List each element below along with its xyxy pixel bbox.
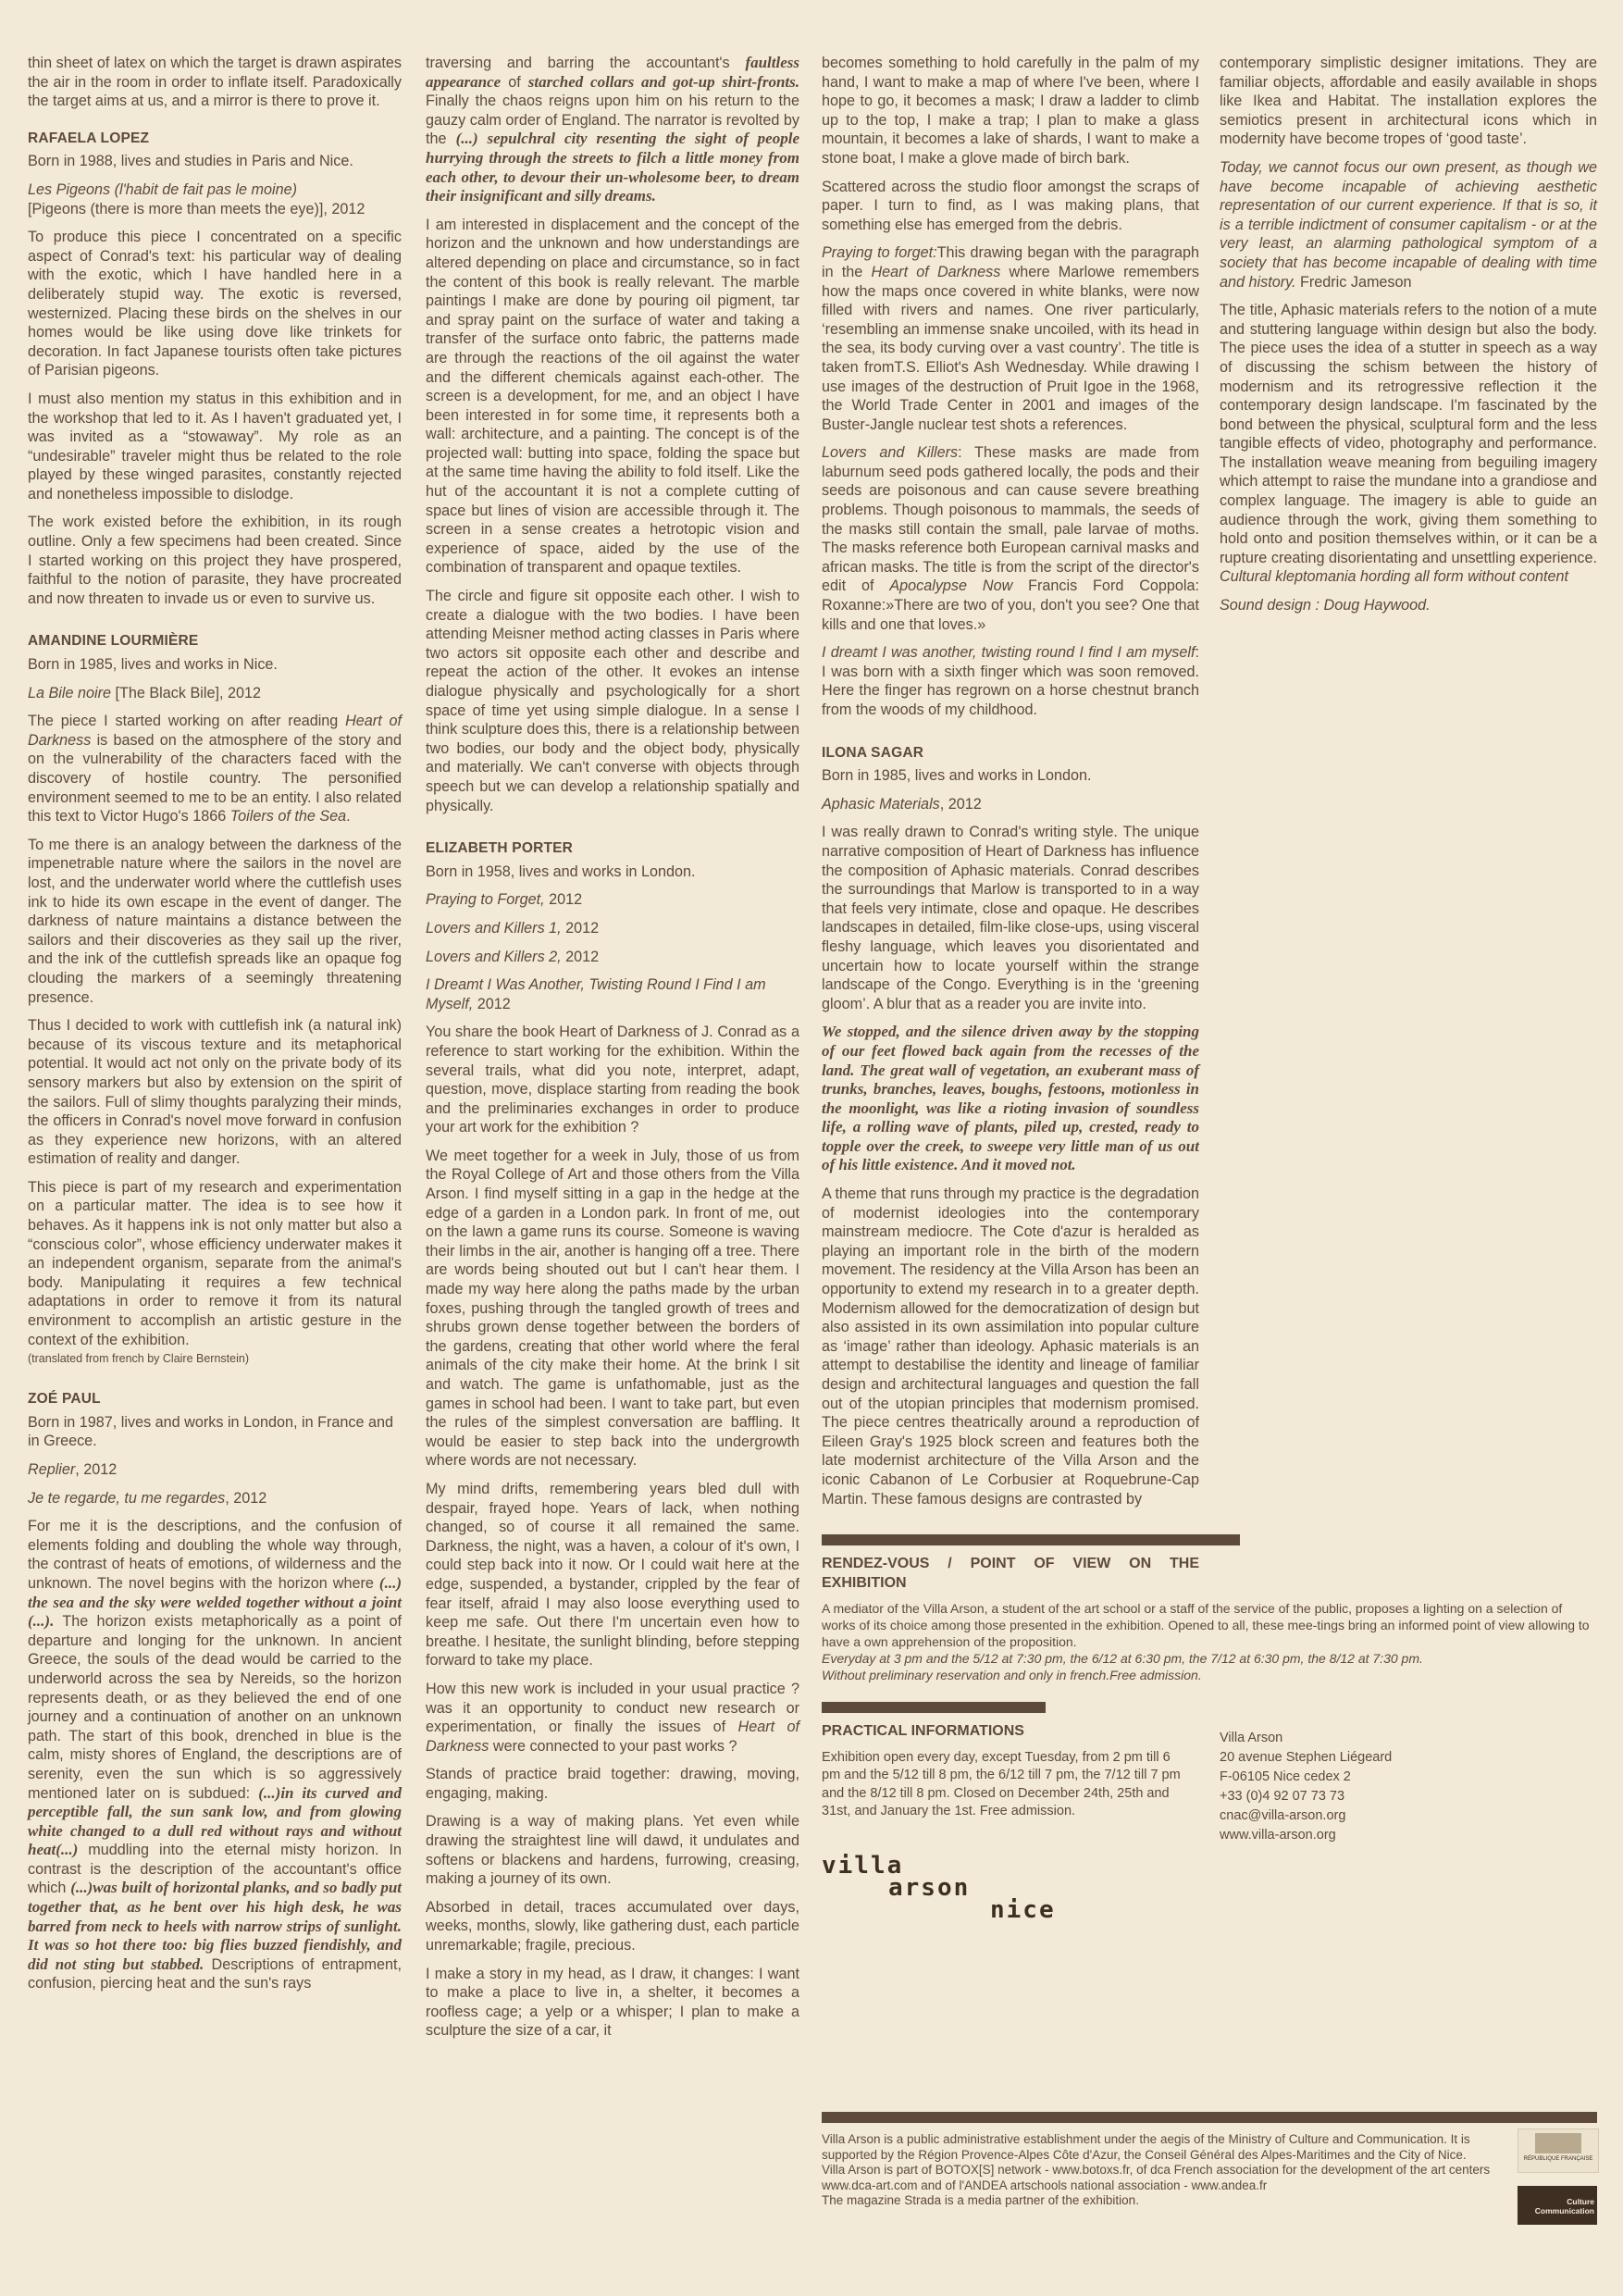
body-paragraph: I am interested in displacement and the concept of the horizon and the unknown and how understandings are altered depending on place and circumstance, so in fact the content of this book is really relevant. The marble paintings I make are done by pouring oil pigment, tar and spray paint on the surface of water and taking a transfer of the surface onto fabric, the patterns made are through the reactions of the oil against the water and the different chemicals against each-other. The screen is a development, for me, and an object I have been interested in for some time, it represents both a wall: architecture, and a painting. The concept is of the projected wall: butting into space, folding the space but at the same time having the ability to fold itself. Like the hut of the accountant it is not a complete cutting of space but lines of vision are accessible through it. The screen in a sense creates a hetrotopic vision and experience of space, aided by the use of the combination of transparent and opaque textiles. (426, 216, 799, 577)
footer-text: Villa Arson is part of BOTOX[S] network - www.botoxs.fr, of dca French association for the development of the art centers www.dca-art.com and of l'ANDEA artschools national association - www.andea.fr (822, 2163, 1491, 2192)
email-link[interactable]: cnac@villa-arson.org (1220, 1807, 1346, 1823)
body-paragraph: My mind drifts, remembering years bled dull with despair, frayed hope. Years of lack, when nothing changed, so of course it all remained the same. Darkness, the night, was a haven, a colour of it's own, I could step back into it now. Or I could wait here at the edge, suspended, a bystander, crippled by the fear of fear itself, afraid I may also loose everything used to keep me safe. Out there I'm uncertain even how to breathe. I hesitate, the sunlight blinding, before stepping forward to take my place. (426, 1480, 799, 1669)
body-paragraph: Praying to forget:This drawing began with the paragraph in the Heart of Darkness where Marlowe remembers how the maps once covered in white blanks, were now filled with rivers and names. One river particularly, ‘resembling an immense snake uncoiled, with its head in the sea, its body curving over a vast country’. The title is taken fromT.S. Elliot's Ash Wednesday. While drawing I use images of the destruction of Pruit Igoe in the 1968, the World Trade Center in 2001 and images of the Buster-Jangle nuclear test shots a references. (822, 244, 1200, 433)
body-paragraph: I make a story in my head, as I draw, it changes: I want to make a place to live in, a shelter, it becomes a roofless cage; a yelp or a whisper; I plan to make a sculpture the size of a car, it (426, 1965, 799, 2040)
body-paragraph: The work existed before the exhibition, in its rough outline. Only a few specimens had been created. Since I started working on this project they have prospered, faithful to the notion of parasite, they have procreated and now threaten to invade us or even to survive us. (28, 514, 402, 607)
artist-name: ILONA SAGAR (822, 744, 924, 761)
artwork-title: Les Pigeons (l'habit de fait pas le moine) [Pigeons (there is more than meets the eye)], 2012 (28, 180, 365, 217)
body-paragraph: To produce this piece I concentrated on a specific aspect of Conrad's text: his particular way of dealing with the exotic, which I have handled here in a deliberately stupid way. The exotic is reversed, westernized. Placing these birds on the shelves in our homes would be like using dove like trinkets for decoration. In fact Japanese tourists often take pictures of Parisian pigeons. (28, 229, 402, 379)
address-line: 20 avenue Stephen Liégeard (1220, 1749, 1393, 1765)
rdv-block (822, 1600, 1599, 1683)
artist-bio: Born in 1958, lives and works in London. (426, 863, 696, 880)
body-paragraph: We meet together for a week in July, those of us from the Royal College of Art and those others from the Villa Arson. I find myself sitting in a gap in the hedge at the edge of a garden in a London park. In front of me, out on the lawn a game runs its course. Someone is waving their limbs in the air, another is hanging off a tree. There are words being shouted out but I can't hear them. I made my way here along the paths made by the urban foxes, pushing through the tangled growth of trees and shrubs grown dense together between the borders of the gardens, creating that other world where the feral animals of the city make their home. At the brink I sit and watch. The game is unfathomable, just as the games in school had been. I want to take part, but even the rules of the simplest conversation are baffling. It would be easier to step back into the undergrowth where words are not necessary. (426, 1147, 799, 1470)
translation-credit: (translated from french by Claire Bernstein) (28, 1352, 249, 1366)
body-paragraph: A theme that runs through my practice is the degradation of modernist ideologies into the contemporary mainstream mediocre. The Cote d'azur is heralded as playing an important role in the birth of the modern movement. The residency at the Villa Arson has been an opportunity to extend my research in to a greater depth. Modernism allowed for the democratization of design but also assisted in its own assimilation into popular culture as ‘image’ rather than ideology. Aphasic materials is an attempt to destabilise the identity and lineage of familiar design and architectural languages and question the fall out of the utopian principles that modernism promised. The piece centres theatrically around a reproduction of Eileen Gray's 1925 block screen and features both the late modernist architecture of the Villa Arson and the iconic Cabanon of Le Corbusier at Roquebrune-Cap Martin. These famous designs are contrasted by (822, 1185, 1199, 1508)
artist-bio: Born in 1985, lives and works in London. (822, 767, 1092, 785)
body-paragraph: This piece is part of my research and experimentation on a particular matter. The idea is to see how it behaves. As it happens ink is not only matter but also a “conscious color”, whose efficiency underwater makes it an independent organism, separate from the animal's body. Manipulating it requires a few technical adaptations in order to remove it from its natural environment to accomplish an artistic gesture in the context of the exhibition. (28, 1178, 402, 1348)
phone: +33 (0)4 92 07 73 73 (1220, 1788, 1345, 1804)
footer-text: The magazine Strada is a media partner of the exhibition. (822, 2193, 1139, 2207)
artwork-title: Praying to Forget, 2012 (426, 891, 583, 909)
rdv-title: RENDEZ-VOUS / POINT OF VIEW ON THE EXHIBITION (822, 1556, 1199, 1591)
artist-name: ZOÉ PAUL (28, 1391, 101, 1408)
address-line: Villa Arson (1220, 1730, 1283, 1745)
body-paragraph: To me there is an analogy between the darkness of the impenetrable nature where the sailors in the novel are lost, and the underwater world where the cuttlefish uses ink to hide its own escape in the event of danger. The darkness of nature maintains a distance between the sailors and their discoveries as they sail up the river, and the ink of the cuttlefish spreads like an opaque fog clouding the markers of a seemingly threatening presence. (28, 836, 402, 1006)
practical-title: PRACTICAL INFORMATIONS (822, 1723, 1024, 1740)
section-divider (822, 1534, 1240, 1545)
republique-francaise-logo: RÉPUBLIQUE FRANÇAISE (1518, 2128, 1599, 2173)
body-paragraph: becomes something to hold carefully in the palm of my hand, I want to make a map of where I've been, where I hope to go, it becomes a mask; I draw a ladder to climb up to the top, I make a trap; I plan to make a glass mountain, it becomes a lake of shards, I want to make a stone boat, I make a glove made of birch bark. (822, 55, 1199, 167)
column-2 (426, 54, 799, 2050)
jameson-quote: Today, we cannot focus our own present, as though we have become incapable of achieving aesthetic representation of our current experience. If that is so, it is a terrible indictment of consumer capitalism - or at the very least, an alarming pathological symptom of a society that has become incapable of dealing with time and history. Fredric Jameson (1220, 158, 1597, 291)
body-paragraph: Stands of practice braid together: drawing, moving, engaging, making. (426, 1766, 799, 1802)
body-paragraph: I dreamt I was another, twisting round I find I am myself: I was born with a sixth finger which was soon removed. Here the finger has regrown on a horse chestnut branch from the woods of my childhood. (822, 644, 1199, 718)
artist-bio: Born in 1987, lives and works in London, in France and in Greece. (28, 1413, 394, 1450)
artwork-title: Lovers and Killers 2, 2012 (426, 948, 600, 965)
practical-text: Exhibition open every day, except Tuesday, from 2 pm till 6 pm and the 5/12 till 8 pm, the 6/12 till 7 pm, the 7/12 till 7 pm and the 8/12 till 8 pm. Closed on December 24th, 25th and 31st, and January the 1st. Free admission. (822, 1749, 1181, 1819)
footer-divider (822, 2112, 1597, 2123)
body-paragraph: For me it is the descriptions, and the confusion of elements folding and doubling the whole way through, the contrast of heats of emotions, of wilderness and the unknown. The novel begins with the horizon where (...) the sea and the sky were welded together without a joint (...). The horizon exists metaphorically as a point of departure and longing for the unknown. In ancient Greece, the souls of the dead would be carried to the underworld across the sea by Nereids, so the horizon represents death, or as they believed the end of one journey and a continuation of another on an unknown path. The start of this book, drenched in blue is the calm, misty shores of England, the descriptions are of serenity, even the sun which is so aggressively mentioned later on is subdued: (...)in its curved and perceptible fall, the sun sank low, and from glowing white changed to a dull red without rays and without heat(...) muddling into the eternal misty horizon. In contrast is the description of the accountant's office which (...)was built of horizontal planks, and so badly put together that, as he bent over his high desk, he was barred from neck to heels with narrow strips of sunlight. It was so hot there too: big flies buzzed fiendishly, and did not sting but stabbed. Descriptions of entrapment, confusion, piercing heat and the sun's rays (28, 1518, 402, 1992)
artist-name: RAFAELA LOPEZ (28, 130, 150, 146)
website-link[interactable]: www.villa-arson.org (1220, 1827, 1336, 1843)
rdv-note: Without preliminary reservation and only in french.Free admission. (822, 1668, 1202, 1683)
body-paragraph: Drawing is a way of making plans. Yet even while drawing the straightest line will dawd, it undulates and softens or blackens and hardens, furrowing, creasing, making a journey of its own. (426, 1813, 799, 1888)
artwork-title: Replier, 2012 (28, 1461, 118, 1478)
body-paragraph: The circle and figure sit opposite each other. I wish to create a dialogue with the two bodies. I have been attending Meisner method acting classes in Paris where two actors sit opposite each other and describe and repeat the action of the other. It evokes an intense dialogue physically and psychologically for a short space of time yet using simple dialogue. In a sense I think sculpture does this, there is a relationship between two bodies, our body and the object body, physically and materially. We can't converse with objects through speech but we can develop a relationship spatially and physically. (426, 588, 799, 814)
sound-credit: Sound design : Doug Haywood. (1220, 597, 1431, 614)
artwork-title: Aphasic Materials, 2012 (822, 795, 982, 813)
body-paragraph: Scattered across the studio floor amongst the scraps of paper. I turn to find, as I was making plans, that something else has emerged from the debris. (822, 178, 1199, 233)
body-paragraph: How this new work is included in your usual practice ? was it an opportunity to conduct new research or experimentation, or finally the issues of Heart of Darkness were connected to your past works ? (426, 1680, 799, 1755)
body-paragraph: I was really drawn to Conrad's writing style. The unique narrative composition of Heart of Darkness has influence the composition of Aphasic materials. Conrad describes the surroundings that Marlow is transported to in a way that feels very intimate, close and opaque. He describes landscapes in detailed, film-like close-ups, using visceral fleshy language, which leaves you disorientated and uncertain how to locate yourself within the strange landscape of the Congo. Everything is in the ‘greening gloom’. A blur that as a reader you are invite into. (822, 824, 1199, 1012)
section-divider (822, 1702, 1046, 1713)
artist-name: AMANDINE LOURMIÈRE (28, 633, 199, 650)
artwork-title: La Bile noire [The Black Bile], 2012 (28, 684, 261, 701)
culture-communication-logo: Culture Communication (1518, 2186, 1597, 2225)
footer-text: Villa Arson is a public administrative establishment under the aegis of the Ministry of Culture and Communication. It is supported by the Région Provence-Alpes Côte d'Azur, the Conseil Général des Alpes-Maritimes and the City of Nice. (822, 2132, 1470, 2162)
artist-bio: Born in 1988, lives and studies in Paris and Nice. (28, 153, 353, 170)
body-paragraph: I must also mention my status in this exhibition and in the workshop that led to it. As I haven't graduated yet, I was invited as a “stowaway”. My role as an “undesirable” traveler might thus be related to the role played by these winged parasites, constantly rejected and nonetheless impossible to dislodge. (28, 390, 402, 503)
body-paragraph: Thus I decided to work with cuttlefish ink (a natural ink) because of its viscous texture and its metaphorical potential. It would act not only on the private body of its sensory markers but also by extension on the spirit of the sailors. Full of slimy thoughts paralyzing their minds, the officers in Conrad's novel move forward in confusion as they experience new horizons, with an altered estimation of reality and danger. (28, 1017, 402, 1168)
body-paragraph: Lovers and Killers: These masks are made from laburnum seed pods gathered locally, the pods and their seeds are poisonous and can cause severe breathing problems. Though poisonous to mammals, the seeds of the masks still contain the small, pale larvae of moths. The masks reference both European carnival masks and african masks. The title is from the script of the director's edit of Apocalypse Now Francis Ford Coppola: Roxanne:»There are two of you, don't you see? One that kills and one that loves.» (822, 444, 1199, 633)
column-4 (1220, 54, 1597, 625)
body-paragraph: contemporary simplistic designer imitations. They are familiar objects, affordable and easily available in shops like Ikea and Habitat. The installation explores the semiotics present in architectural icons which in modernity have become tropes of ‘good taste’. (1220, 55, 1597, 148)
body-paragraph: traversing and barring the accountant's faultless appearance of starched collars and got-up shirt-fronts. Finally the chaos reigns upon him on his return to the gauzy calm order of England. The narrator is revolted by the (...) sepulchral city resenting the sight of people hurrying through the streets to filch a little money from each other, to devour their un-wholesome beer, to dream their insignificant and silly dreams. (426, 54, 799, 205)
body-paragraph: The title, Aphasic materials refers to the notion of a mute and stuttering language within design but also the body. The piece uses the idea of a stutter in speech as a way of discussing the schism between the history of modernism and its retrogressive reflection it the contemporary design landscape. I'm fascinated by the bond between the physical, sculptural form and the less tangible effects of video, photography and performance. The installation weave meaning from beguiling imagery which attempt to raise the mundane into a grandiose and complex language. The imagery is able to guide an audience through the work, giving them something to hold onto and position themselves within, or it can be a rupture creating disorientating and unsettling experience. Cultural kleptomania hording all form without content (1220, 302, 1597, 586)
footer (822, 2132, 1510, 2209)
artwork-title: Lovers and Killers 1, 2012 (426, 919, 600, 937)
body-paragraph: Absorbed in detail, traces accumulated over days, weeks, months, slowly, like gathering dust, each particle unremarkable; fragile, precious. (426, 1898, 799, 1955)
rdv-times: Everyday at 3 pm and the 5/12 at 7:30 pm, the 6/12 at 6:30 pm, the 7/12 at 6:30 pm, the 8/12 at 7:30 pm. (822, 1651, 1423, 1667)
body-paragraph: You share the book Heart of Darkness of J. Conrad as a reference to start working for the exhibition. Within the several trails, what did you note, interpret, adapt, question, move, displace starting from reading the book and the preliminaries exchanges in order to produce your art work for the exhibition ? (426, 1024, 799, 1136)
marianne-icon (1535, 2133, 1581, 2153)
conrad-quote: We stopped, and the silence driven away by the stopping of our feet flowed back again from the recesses of the land. The great wall of vegetation, an exuberant mass of trunks, branches, leaves, boughs, festoons, motionless in the moonlight, was like a rioting invasion of soundless life, a rolling wave of plants, piled up, crested, ready to topple over the creek, to sweepe very little man of us out of his little existence. And it moved not. (822, 1023, 1199, 1174)
rdv-text: A mediator of the Villa Arson, a student of the art school or a staff of the service of the public, proposes a lighting on a selection of works of its choice among those presented in the exhibition. Opened to all, these mee-tings bring an informed point of view allowing to have a own apprehension of the proposition. (822, 1601, 1590, 1650)
artist-bio: Born in 1985, lives and works in Nice. (28, 656, 278, 674)
column-1 (28, 54, 402, 2003)
address-line: F-06105 Nice cedex 2 (1220, 1769, 1351, 1784)
villa-arson-logo: villa arson nice (822, 1851, 1056, 1924)
address-block (1220, 1729, 1392, 1845)
artwork-title: Je te regarde, tu me regardes, 2012 (28, 1489, 267, 1507)
body-paragraph: The piece I started working on after reading Heart of Darkness is based on the atmosphere of the story and on the vulnerability of the characters faced with the discovery of hostile country. The personified environment seemed to me to be an entity. I also related this text to Victor Hugo's 1866 Toilers of the Sea. (28, 713, 402, 825)
artwork-title: I Dreamt I Was Another, Twisting Round I Find I am Myself, 2012 (426, 976, 766, 1012)
artist-name: ELIZABETH PORTER (426, 840, 574, 857)
intro-text: thin sheet of latex on which the target is drawn aspirates the air in the room in order to inflate itself. Paradoxically the target aims at us, and a mirror is there to prove it. (28, 55, 402, 110)
